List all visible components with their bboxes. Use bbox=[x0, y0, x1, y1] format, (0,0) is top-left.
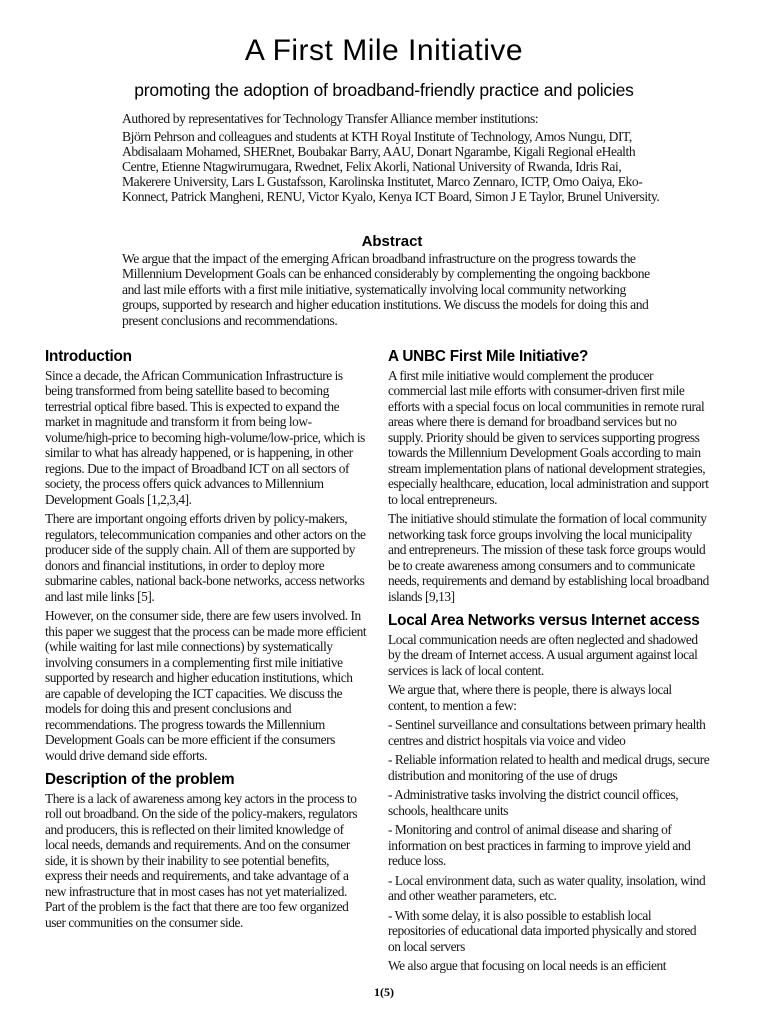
authors-intro: Authored by representatives for Technology Transfer Alliance member institutions: bbox=[122, 111, 539, 126]
section-paragraph: Since a decade, the African Communication Infrastructure is being transformed from being satellite based to becoming terrestrial optical fibre based. This is expected to expand the market in magnitude and transform it from being low-volume/high-price to becoming high-volume/low-price, which is similar to what has already happened, or is happening, in other regions. Due to the impact of Broadband ICT on all sectors of society, the process offers quick advances to Millennium Development Goals [1,2,3,4]. bbox=[45, 367, 365, 507]
bullet-item: - With some delay, it is also possible to establish local repositories of educational data imported physically and stored on local servers bbox=[388, 907, 697, 954]
bullet-item: - Administrative tasks involving the district council offices, schools, healthcare units bbox=[388, 787, 679, 818]
section-heading-unbc-first-mile: A UNBC First Mile Initiative? bbox=[388, 348, 589, 365]
right-column bbox=[388, 349, 710, 978]
section-paragraph: A first mile initiative would complement the producer commercial last mile efforts with consumer-driven first mile efforts with a special focus on local communities in remote rural areas where there is demand for broadband services but no supply. Priority should be given to services supporting progress towards the Millennium Development Goals according to main stream implementation plans of national development strategies, especially healthcare, education, local administration and support to local entrepreneurs. bbox=[388, 367, 709, 507]
section-heading-lan-vs-internet: Local Area Networks versus Internet access bbox=[388, 612, 700, 629]
section-paragraph: We argue that, where there is people, there is always local content, to mention a few: bbox=[388, 682, 672, 713]
bullet-item: - Monitoring and control of animal disease and sharing of information on best practices in farming to improve yield and reduce loss. bbox=[388, 822, 691, 868]
bullet-item: - Reliable information related to health and medical drugs, secure distribution and monitoring of the use of drugs bbox=[388, 752, 710, 783]
document-subtitle: promoting the adoption of broadband-friendly practice and policies bbox=[134, 80, 634, 100]
abstract-text: We argue that the impact of the emerging African broadband infrastructure on the progress towards the Millennium Development Goals can be enhanced considerably by complementing the ongoing backbone and last mile efforts with a first mile initiative, systematically involving local community networking groups, supported by research and higher education institutions. We discuss the models for doing this and present conclusions and recommendations. bbox=[122, 251, 650, 328]
section-heading-introduction: Introduction bbox=[45, 348, 132, 365]
section-heading-description-of-problem: Description of the problem bbox=[45, 771, 235, 788]
section-paragraph: There are important ongoing efforts driven by policy-makers, regulators, telecommunication companies and other actors on the producer side of the supply chain. All of them are supported by donors and financial institutions, in order to deploy more submarine cables, national back-bone networks, access networks and last mile links [5]. bbox=[45, 511, 366, 604]
bullet-item: - Sentinel surveillance and consultations between primary health centres and district hospitals via voice and video bbox=[388, 717, 706, 748]
authors-list: Björn Pehrson and colleagues and students at KTH Royal Institute of Technology, Amos Nungu, DIT, Abdisalaam Mohamed, SHERnet, Boubakar Barry, AAU, Donart Ngarambe, Kigali Regional eHealth Centre, Etienne Ntagwirumugara, Rwednet, Felix Akorli, National University of Rwanda, Idris Rai, Makerere University, Lars L Gustafsson, Karolinska Institutet, Marco Zennaro, ICTP, Omo Oaiya, Eko-Konnect, Patrick Mangheni, RENU, Victor Kyalo, Kenya ICT Board, Simon J E Taylor, Brunel University. bbox=[122, 128, 660, 204]
authors-block bbox=[122, 112, 662, 207]
section-paragraph: Local communication needs are often neglected and shadowed by the dream of Internet access. A usual argument against local services is lack of local content. bbox=[388, 631, 698, 678]
section-paragraph: The initiative should stimulate the formation of local community networking task force groups involving the local municipality and entrepreneurs. The mission of these task force groups would be to create awareness among consumers and to communicate needs, requirements and demand by establishing local broadband islands [9,13] bbox=[388, 511, 709, 604]
abstract-heading: Abstract bbox=[361, 233, 423, 250]
page-number: 1(5) bbox=[374, 985, 394, 999]
bullet-item: - Local environment data, such as water quality, insolation, wind and other weather parameters, etc. bbox=[388, 872, 706, 903]
document-title: A First Mile Initiative bbox=[244, 34, 524, 67]
section-paragraph: There is a lack of awareness among key actors in the process to roll out broadband. On the side of the policy-makers, regulators and producers, this is reflected on their limited knowledge of local needs, demands and requirements. And on the consumer side, it is shown by their inability to see potential benefits, express their needs and requirements, and take advantage of a new infrastructure that in most cases has not yet materialized. Part of the problem is the fact that there are too few organized user communities on the consumer side. bbox=[45, 790, 358, 930]
section-paragraph: However, on the consumer side, there are few users involved. In this paper we suggest that the process can be made more efficient (while waiting for last mile connections) by systematically involving consumers in a complementing first mile initiative supported by research and higher education institutions, which are capable of developing the ICT capacities. We discuss the models for doing this and present conclusions and recommendations. The progress towards the Millennium Development Goals can be more efficient if the consumers would drive demand side efforts. bbox=[45, 608, 367, 763]
left-column bbox=[45, 349, 367, 934]
section-paragraph: We also argue that focusing on local needs is an efficient bbox=[388, 958, 666, 973]
